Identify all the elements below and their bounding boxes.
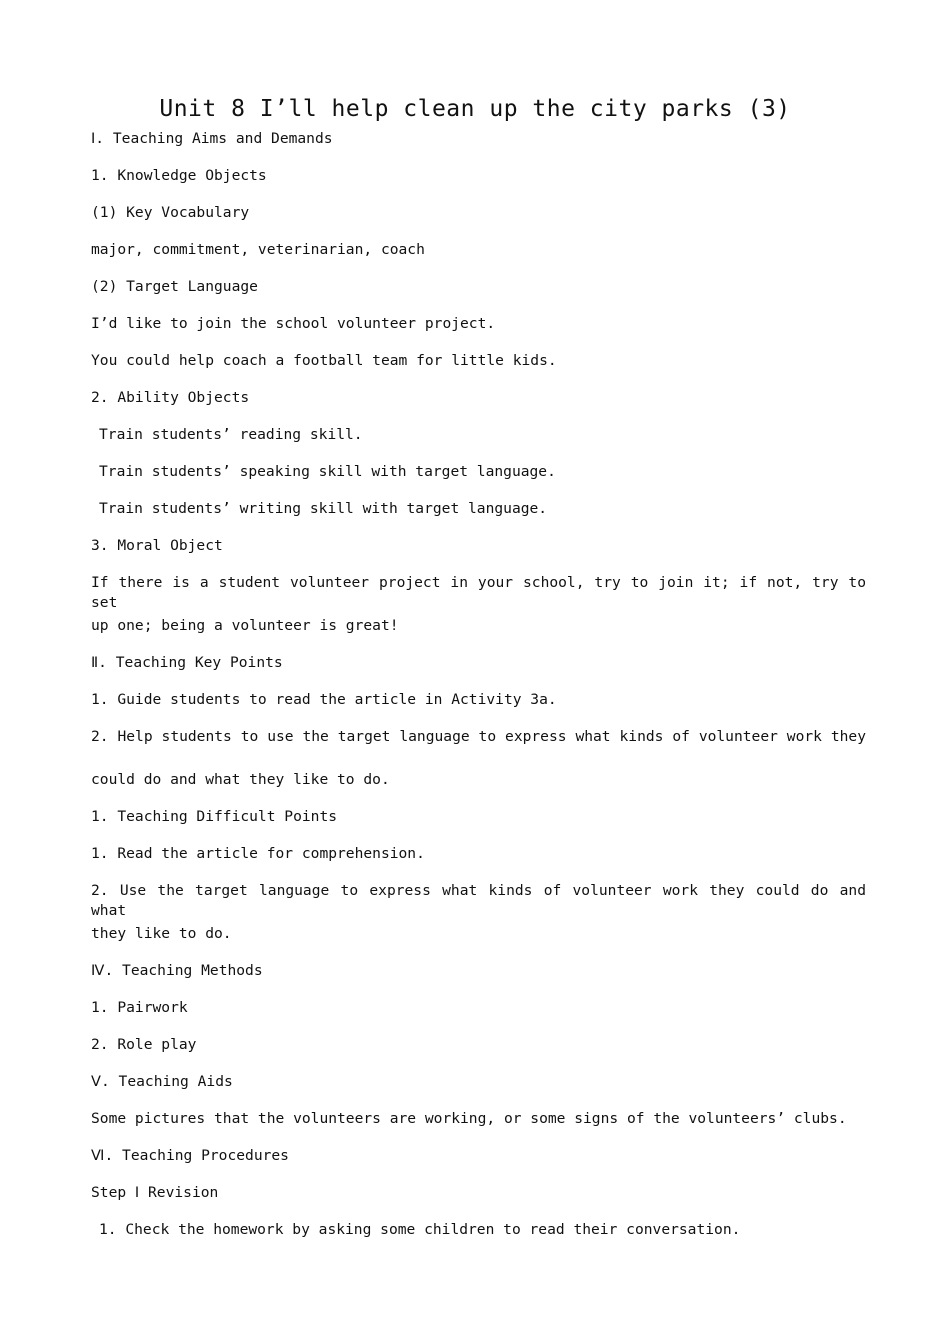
difficult-point-item-continued: they like to do. <box>91 925 232 942</box>
key-point-item: 2. Help students to use the target language to express what kinds of volunteer work they <box>91 728 866 745</box>
section-heading-key-points: Ⅱ. Teaching Key Points <box>91 654 283 671</box>
key-point-item: 1. Guide students to read the article in Activity 3a. <box>91 691 557 708</box>
ability-item: Train students’ speaking skill with target language. <box>99 463 556 480</box>
subheading-target-language: (2) Target Language <box>91 278 258 295</box>
section-heading-procedures: Ⅵ. Teaching Procedures <box>91 1147 289 1164</box>
moral-text-line: If there is a student volunteer project in your school, try to join it; if not, try to set <box>91 574 866 611</box>
section-heading-aims: Ⅰ. Teaching Aims and Demands <box>91 130 333 147</box>
moral-text-line: up one; being a volunteer is great! <box>91 617 399 634</box>
subheading-moral: 3. Moral Object <box>91 537 223 554</box>
method-item: 1. Pairwork <box>91 999 188 1016</box>
section-heading-methods: Ⅳ. Teaching Methods <box>91 962 263 979</box>
subheading-knowledge: 1. Knowledge Objects <box>91 167 267 184</box>
document-title: Unit 8 I’ll help clean up the city parks (3) <box>159 96 791 122</box>
target-sentence: I’d like to join the school volunteer project. <box>91 315 496 332</box>
ability-item: Train students’ reading skill. <box>99 426 363 443</box>
ability-item: Train students’ writing skill with target language. <box>99 500 548 517</box>
procedure-item: 1. Check the homework by asking some children to read their conversation. <box>99 1221 741 1238</box>
difficult-point-item: 1. Read the article for comprehension. <box>91 845 425 862</box>
subheading-ability: 2. Ability Objects <box>91 389 250 406</box>
difficult-point-item: 2. Use the target language to express what kinds of volunteer work they could do and what <box>91 882 866 919</box>
step-heading-revision: Step Ⅰ Revision <box>91 1184 219 1201</box>
section-heading-difficult-points: 1. Teaching Difficult Points <box>91 808 338 825</box>
subheading-vocabulary: (1) Key Vocabulary <box>91 204 250 221</box>
aids-text: Some pictures that the volunteers are working, or some signs of the volunteers’ clubs. <box>91 1110 847 1127</box>
method-item: 2. Role play <box>91 1036 197 1053</box>
vocabulary-list: major, commitment, veterinarian, coach <box>91 241 425 258</box>
target-sentence: You could help coach a football team for little kids. <box>91 352 557 369</box>
key-point-item-continued: could do and what they like to do. <box>91 771 390 788</box>
section-heading-aids: Ⅴ. Teaching Aids <box>91 1073 233 1090</box>
